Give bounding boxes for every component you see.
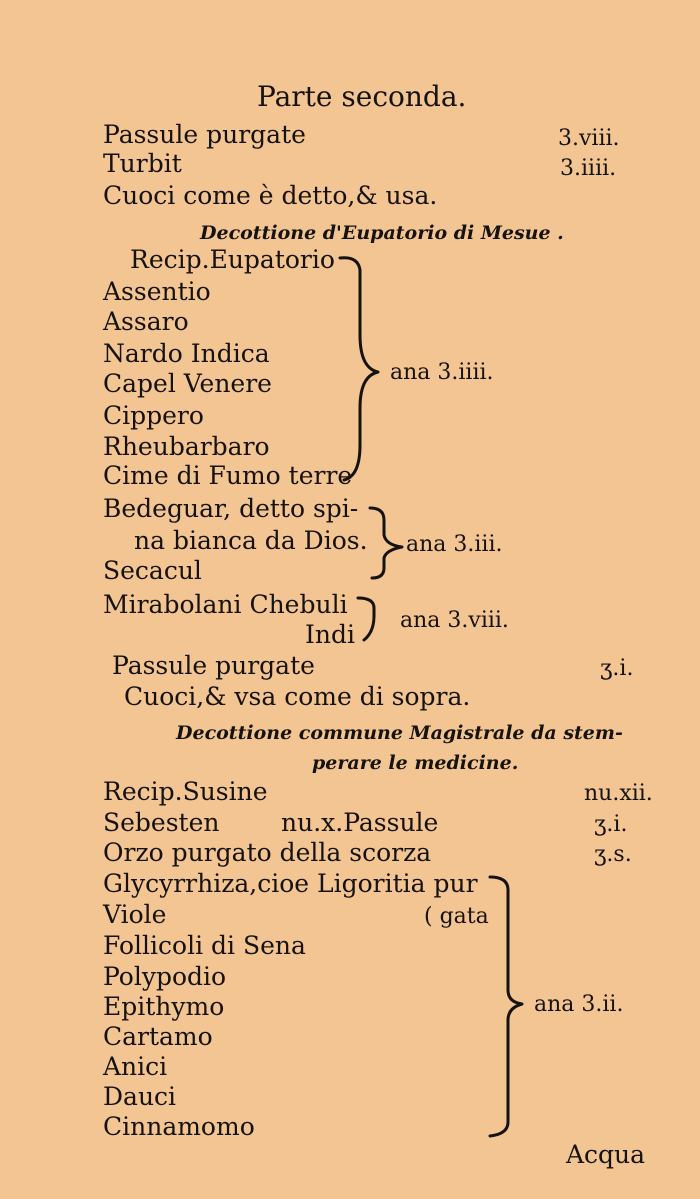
recipe-line: Orzo purgato della scorza [103, 838, 432, 867]
ingredient: Polypodio [103, 962, 227, 991]
recipe-line-middle: nu.x.Passule [281, 808, 439, 837]
recipe-line: Passule purgate [112, 651, 315, 680]
recipe-line: Turbit [103, 149, 182, 178]
ingredient: Cartamo [103, 1022, 213, 1051]
ingredient: Glycyrrhiza,cioe Ligoritia pur [103, 869, 478, 898]
ingredient: Recip.Eupatorio [130, 245, 335, 274]
section-heading: Decottione d'Eupatorio di Mesue . [200, 222, 564, 244]
ingredient: Cinnamomo [103, 1112, 255, 1141]
ingredient: Capel Venere [103, 369, 272, 398]
ingredient: na bianca da Dios. [134, 526, 368, 555]
dose-amount: nu.xii. [584, 781, 653, 806]
ingredient: Secacul [103, 556, 202, 585]
ingredient: Follicoli di Sena [103, 931, 306, 960]
group-dose: ana 3.iii. [406, 532, 503, 557]
ingredient: Rheubarbaro [103, 432, 270, 461]
ingredient: Assaro [103, 307, 189, 336]
section-heading: Decottione commune Magistrale da stem- [176, 722, 623, 744]
brace-group1 [340, 258, 378, 480]
ingredient: Epithymo [103, 992, 225, 1021]
dose-amount: 3.iiii. [560, 156, 617, 181]
brace-group4 [490, 877, 522, 1136]
ingredient: Nardo Indica [103, 339, 270, 368]
dose-amount: 3.viii. [558, 126, 620, 151]
ingredient: Indi [305, 620, 355, 649]
group-dose: ana 3.ii. [534, 992, 624, 1017]
section-heading: perare le medicine. [312, 752, 519, 774]
recipe-line: Sebesten [103, 808, 220, 837]
page-title: Parte seconda. [257, 80, 467, 113]
continuation: ( gata [424, 904, 489, 929]
ingredient: Assentio [103, 277, 211, 306]
brace-group2 [370, 508, 402, 578]
ingredient: Cime di Fumo terre [103, 461, 353, 490]
ingredient: Bedeguar, detto spi- [103, 494, 359, 523]
recipe-line: Passule purgate [103, 120, 306, 149]
recipe-line: Recip.Susine [103, 777, 268, 806]
dose-amount: ʒ.s. [594, 842, 632, 867]
brace-group3 [358, 598, 374, 640]
recipe-line: Cuoci come è detto,& usa. [103, 181, 438, 210]
dose-amount: ʒ.i. [594, 812, 628, 837]
ingredient: Dauci [103, 1082, 177, 1111]
dose-amount: ʒ.i. [600, 656, 634, 681]
ingredient: Anici [103, 1052, 168, 1081]
group-dose: ana 3.iiii. [390, 360, 494, 385]
catchword: Acqua [566, 1140, 646, 1169]
recipe-line: Cuoci,& vsa come di sopra. [124, 682, 471, 711]
ingredient: Cippero [103, 401, 204, 430]
ingredient: Viole [103, 900, 167, 929]
ingredient: Mirabolani Chebuli [103, 590, 348, 619]
group-dose: ana 3.viii. [400, 608, 509, 633]
